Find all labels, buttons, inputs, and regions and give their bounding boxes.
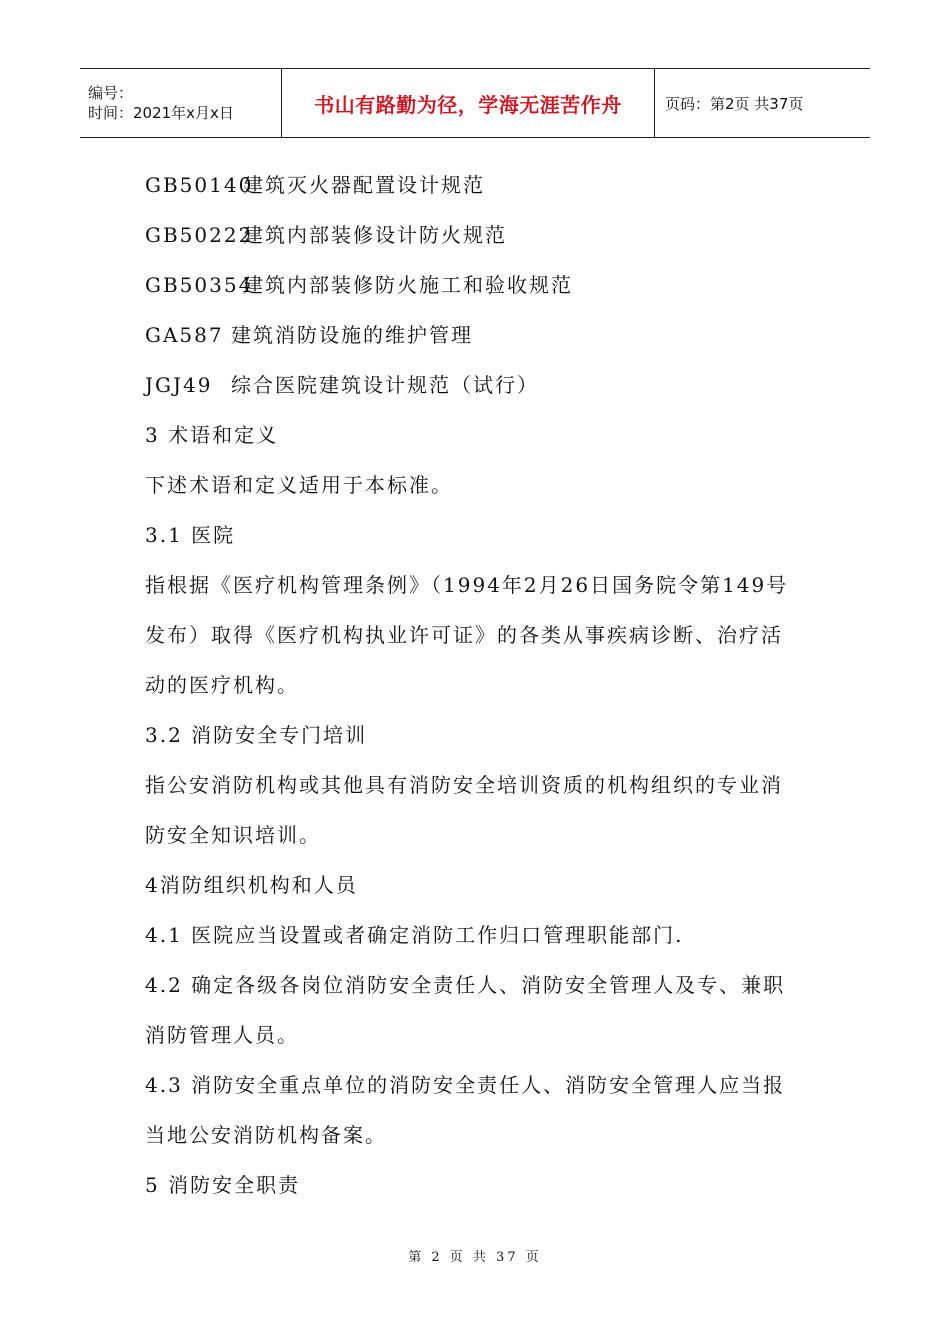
standard-item: [145, 260, 815, 310]
section-5-heading: 5 消防安全职责: [145, 1173, 301, 1197]
standard-code: GB50222: [145, 223, 254, 247]
standard-title: 建筑内部装修设计防火规范: [243, 223, 507, 247]
section-4-3-text: 当地公安消防机构备案。: [145, 1123, 387, 1147]
motto-text: 书山有路勤为径，学海无涯苦作舟: [314, 92, 622, 117]
standard-item: [145, 360, 815, 410]
standard-code: GB50354: [145, 273, 254, 297]
standard-item: [145, 310, 815, 360]
header-motto: [282, 69, 655, 137]
section-3-1-heading: 3.1 医院: [145, 523, 236, 547]
section-3-2-text: 防安全知识培训。: [145, 823, 321, 847]
section-3-1-text: 指根据《医疗机构管理条例》（1994年2月26日国务院令第149号: [145, 573, 789, 597]
section-3-2-heading: 3.2 消防安全专门培训: [145, 723, 368, 747]
section-3-1-text: 发布）取得《医疗机构执业许可证》的各类从事疾病诊断、治疗活: [145, 623, 783, 647]
document-date-label: 时间：2021年x月x日: [88, 104, 234, 122]
standard-title: 建筑消防设施的维护管理: [231, 323, 473, 347]
document-body: [145, 160, 815, 1210]
section-4-2-text: 4.2 确定各级各岗位消防安全责任人、消防安全管理人及专、兼职: [145, 973, 786, 997]
section-4-2-text: 消防管理人员。: [145, 1023, 299, 1047]
standard-title: 综合医院建筑设计规范（试行）: [231, 373, 539, 397]
footer-page-number: 第 2 页 共 37 页: [408, 1250, 542, 1265]
document-number-label: 编号：: [88, 84, 134, 102]
standard-code: GB50140: [145, 173, 254, 197]
page-number-label: 页码：第2页 共37页: [665, 94, 804, 113]
standard-title: 建筑内部装修防火施工和验收规范: [243, 273, 573, 297]
section-4-heading: 4消防组织机构和人员: [145, 873, 358, 897]
standard-title: 建筑灭火器配置设计规范: [243, 173, 485, 197]
standard-item: [145, 160, 815, 210]
section-3-1-text: 动的医疗机构。: [145, 673, 299, 697]
header-page-number: [655, 69, 870, 137]
page-footer: [0, 1246, 950, 1265]
section-4-3-text: 4.3 消防安全重点单位的消防安全责任人、消防安全管理人应当报: [145, 1073, 786, 1097]
section-3-2-text: 指公安消防机构或其他具有消防安全培训资质的机构组织的专业消: [145, 773, 783, 797]
header-meta: [80, 69, 282, 137]
section-4-1-text: 4.1 医院应当设置或者确定消防工作归口管理职能部门.: [145, 923, 684, 947]
standard-code: GA587: [145, 323, 224, 347]
section-3-heading: 3 术语和定义: [145, 423, 279, 447]
page-header: [80, 68, 870, 138]
standard-item: [145, 210, 815, 260]
section-3-intro: 下述术语和定义适用于本标准。: [145, 473, 453, 497]
standard-code: JGJ49: [145, 373, 213, 397]
